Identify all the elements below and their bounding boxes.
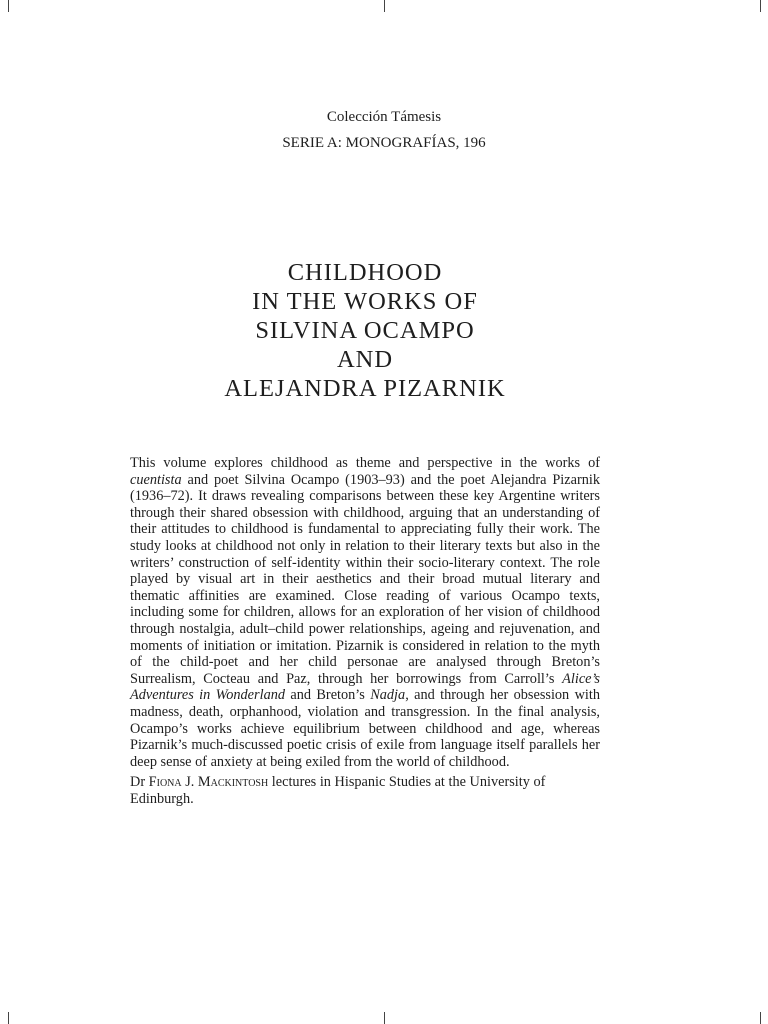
italic-title: Nadja [370,687,406,704]
crop-mark-bottom [384,1012,385,1024]
italic-term: cuentista [130,471,182,488]
crop-mark-bottom-right [760,1012,761,1024]
crop-mark-top-left [8,0,9,12]
collection-name: Colección Támesis [326,109,442,125]
crop-mark-bottom-left [8,1012,9,1024]
author-name: Fiona J. Mackintosh [148,774,269,791]
title-line: IN THE WORKS OF [252,288,478,315]
title-line: CHILDHOOD [287,259,443,286]
title-line: AND [336,346,394,373]
title-line: ALEJANDRA PIZARNIK [224,375,506,402]
book-description [130,455,600,811]
book-title [0,258,730,403]
crop-mark-top-right [760,0,761,12]
description-paragraph: This volume explores childhood as theme and perspective in the works of cuentista and poet Silvina Ocampo (1903–93) and the poet Alejandra Pizarnik (1936–72). It draws revealing comparisons between these key Argentine writers through their shared obsession with childhood, arguing that an understanding of their attitudes to childhood is fundamental to appreciating fully their work. The study looks at childhood not only in relation to their literary texts but also in the writers’ construction of self-identity within their socio-literary context. The role played by visual art in their aesthetics and their broad mutual literary and thematic affinities are examined. Close reading of various Ocampo texts, including some for children, allows for an exploration of her vision of childhood through nostalgia, adult–child power relationships, ageing and rejuvenation, and moments of initiation or imitation. Pizarnik is considered in relation to the myth of the child-poet and her child personae are analysed through Breton’s Surrealism, Cocteau and Paz, through her borrowings from Carroll’s Alice’s Adventures in Wonderland and Breton’s Nadja, and through her obsession with madness, death, orphanhood, violation and transgression. In the final analysis, Ocampo’s works achieve equilibrium between childhood and age, whereas Pizarnik’s much-discussed poetic crisis of exile from language itself parallels her deep sense of anxiety at being exiled from the world of childhood. [130,455,600,770]
series-info [0,104,768,156]
title-line: SILVINA OCAMPO [255,317,475,344]
crop-mark-top [384,0,385,12]
author-note: Dr Fiona J. Mackintosh lectures in Hispanic Studies at the University of Edinburgh. [130,774,546,807]
italic-title: Alice’s Adventures in Wonderland [130,670,600,704]
series-number: SERIE A: MONOGRAFÍAS, 196 [282,135,486,151]
